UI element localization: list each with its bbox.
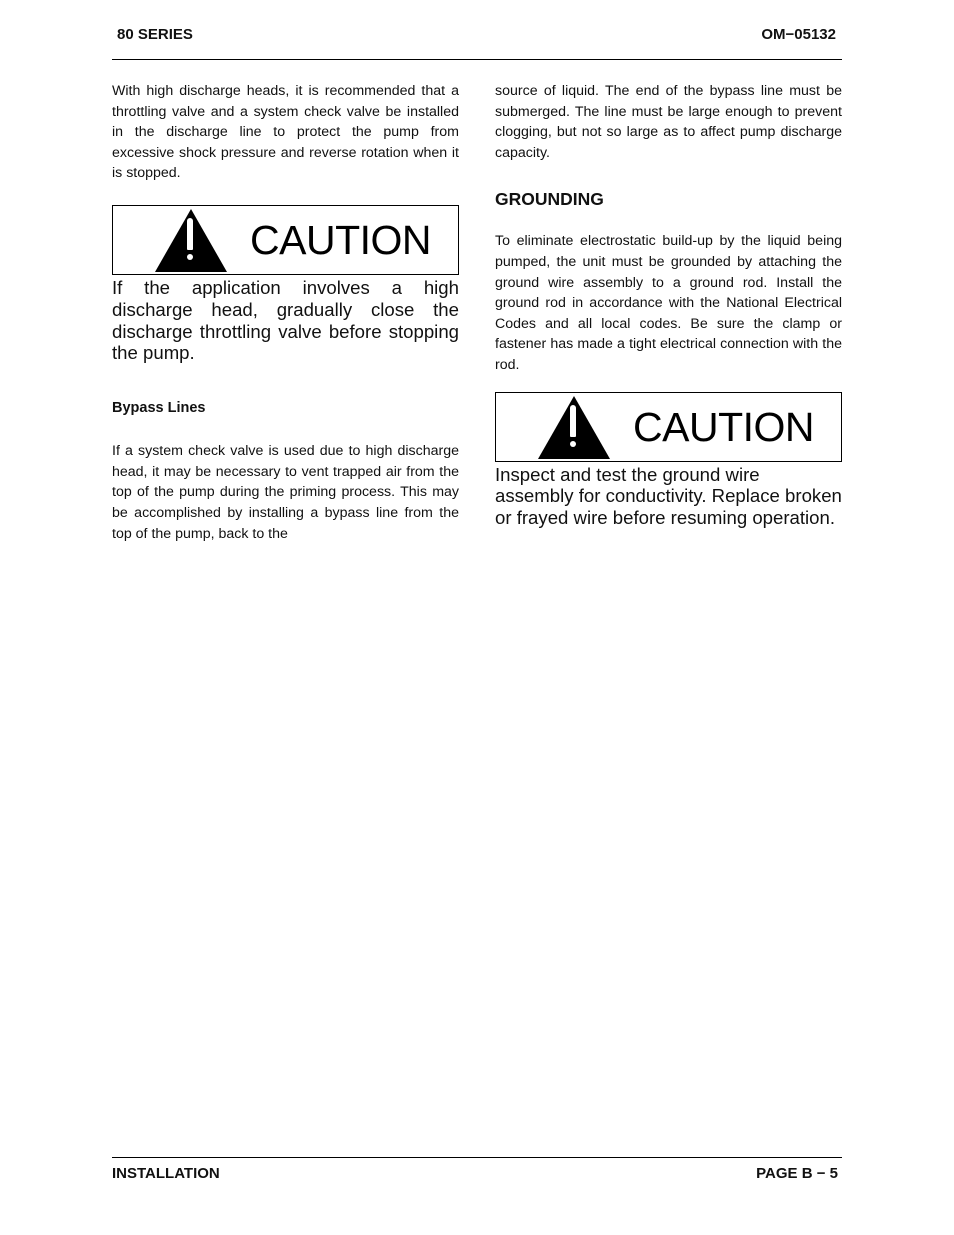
exclamation-icon (569, 405, 577, 449)
grounding-paragraph: To eliminate electrostatic build-up by the liquid being pumped, the unit must be grounded by attaching the ground wire assembly to a ground rod. Install the ground rod in accordance with the National Electrical Codes and all local codes. Be sure the clamp or fastener has made a tight electrical connection with the rod. (495, 233, 842, 373)
header-rule (112, 59, 842, 60)
footer-page-number: PAGE B − 5 (756, 1165, 838, 1182)
exclamation-icon (186, 218, 194, 262)
header-series: 80 SERIES (117, 26, 193, 43)
caution-label: CAUTION (633, 403, 814, 450)
bypass-lines-heading: Bypass Lines (112, 400, 206, 417)
continued-paragraph: source of liquid. The end of the bypass line must be submerged. The line must be large enough to prevent clogging, but not so large as to affect pump discharge capacity. (495, 83, 842, 161)
footer-section: INSTALLATION (112, 1165, 220, 1182)
footer-rule (112, 1157, 842, 1158)
intro-paragraph: With high discharge heads, it is recommended that a throttling valve and a system check valve be installed in the discharge line to protect the pump from excessive shock pressure and reverse rotation when it is stopped. (112, 83, 459, 182)
caution-1-text: If the application involves a high discharge head, gradually close the discharge throttling valve before stopping the pump. (112, 276, 459, 364)
right-column (495, 80, 842, 529)
header-document-number: OM−05132 (761, 26, 836, 43)
caution-box-2 (495, 392, 842, 462)
caution-box-1 (112, 205, 459, 275)
left-column (112, 80, 459, 544)
grounding-heading: GROUNDING (495, 189, 604, 210)
caution-label: CAUTION (250, 216, 431, 263)
caution-2-text: Inspect and test the ground wire assembly for conductivity. Replace broken or frayed wire before resuming operation. (495, 463, 842, 529)
bypass-paragraph: If a system check valve is used due to high discharge head, it may be necessary to vent trapped air from the top of the pump during the priming process. This may be accomplished by installing a bypass line from the top of the pump, back to the (112, 443, 459, 542)
